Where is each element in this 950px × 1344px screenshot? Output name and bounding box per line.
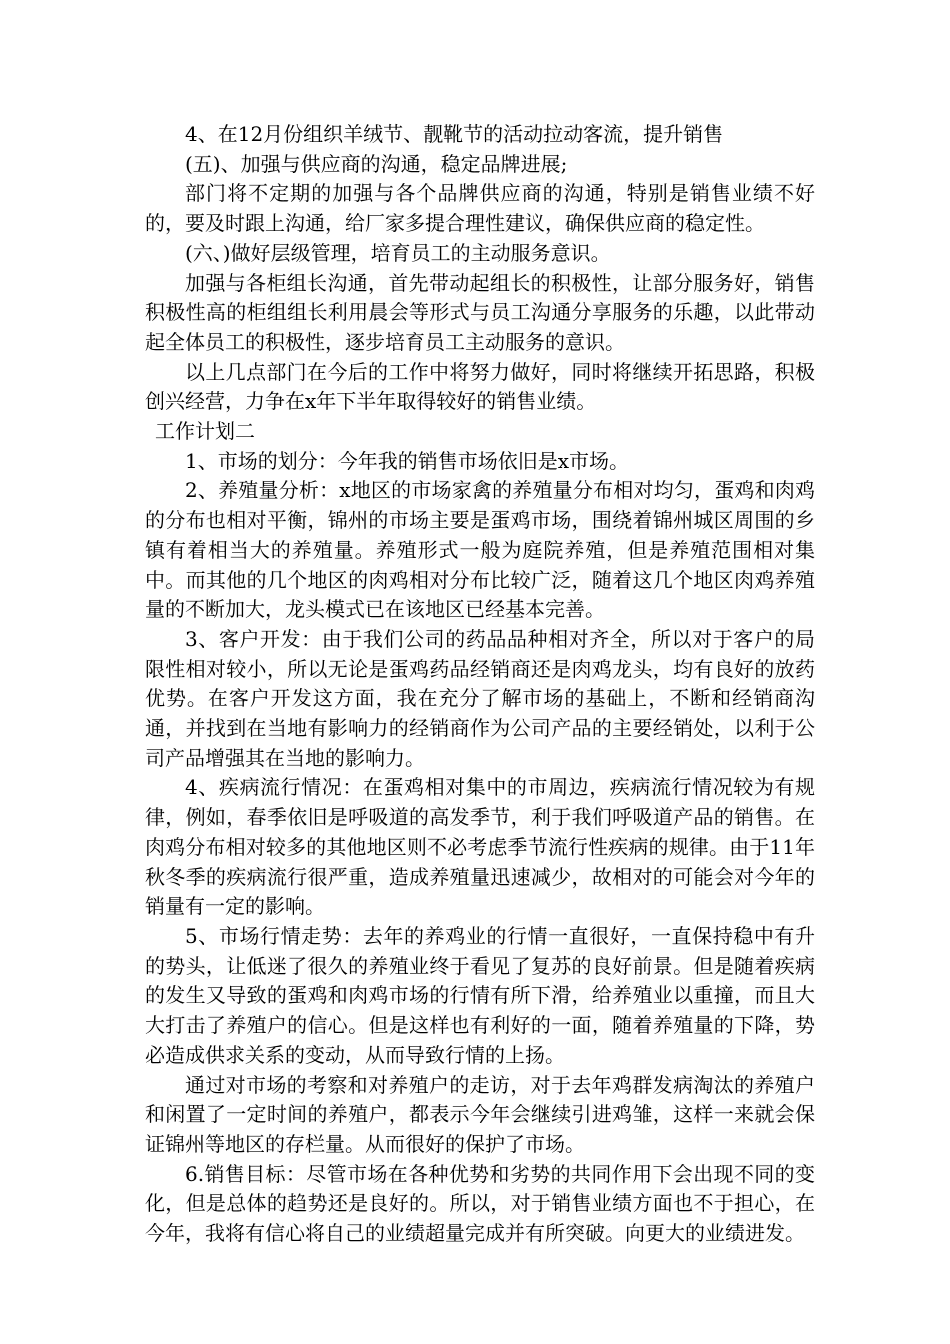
paragraph-customer-development: 3、客户开发：由于我们公司的药品品种相对齐全，所以对于客户的局限性相对较小，所以无论是蛋鸡药品经销商还是肉鸡龙头，均有良好的放药优势。在客户开发这方面，我在充分了解市场的基础上，不断和经销商沟通，并找到在当地有影响力的经销商作为公司产品的主要经销处，以利于公司产品增强其在当地的影响力。 — [145, 626, 815, 770]
section-heading-management: (六、)做好层级管理，培育员工的主动服务意识。 — [185, 240, 611, 265]
paragraph-market-survey: 通过对市场的考察和对养殖户的走访，对于去年鸡群发病淘汰的养殖户和闲置了一定时间的养殖户，都表示今年会继续引进鸡雏，这样一来就会保证锦州等地区的存栏量。从而很好的保护了市场。 — [145, 1072, 815, 1156]
paragraph-market-trends: 5、市场行情走势：去年的养鸡业的行情一直很好，一直保持稳中有升的势头，让低迷了很久的养殖业终于看见了复苏的良好前景。但是随着疾病的发生又导致的蛋鸡和肉鸡市场的行情有所下滑，给养殖业以重撞，而且大大打击了养殖户的信心。但是这样也有利好的一面，随着养殖量的下降，势必造成供求关系的变动，从而导致行情的上扬。 — [145, 923, 815, 1067]
paragraph-disease-trends: 4、疾病流行情况：在蛋鸡相对集中的市周边，疾病流行情况较为有规律，例如，春季依旧是呼吸道的高发季节，利于我们呼吸道产品的销售。在肉鸡分布相对较多的其他地区则不必考虑季节流行性疾病的规律。由于11年秋冬季的疾病流行很严重，造成养殖量迅速减少，故相对的可能会对今年的销量有一定的影响。 — [145, 775, 815, 919]
paragraph-market-division: 1、市场的划分：今年我的销售市场依旧是x市场。 — [185, 448, 630, 473]
paragraph-supplier-communication: 部门将不定期的加强与各个品牌供应商的沟通，特别是销售业绩不好的，要及时跟上沟通，给厂家多提合理性建议，确保供应商的稳定性。 — [145, 181, 815, 236]
paragraph-summary: 以上几点部门在今后的工作中将努力做好，同时将继续开拓思路，积极创兴经营，力争在x年下半年取得较好的销售业绩。 — [145, 359, 815, 414]
paragraph-breeding-analysis: 2、养殖量分析：x地区的市场家禽的养殖量分布相对均匀，蛋鸡和肉鸡的分布也相对平衡，锦州的市场主要是蛋鸡市场，围绕着锦州城区周围的乡镇有着相当大的养殖量。养殖形式一般为庭院养殖，但是养殖范围相对集中。而其他的几个地区的肉鸡相对分布比较广泛，随着这几个地区肉鸡养殖量的不断加大，龙头模式已在该地区已经基本完善。 — [145, 478, 815, 622]
paragraph-sales-target: 6.销售目标：尽管市场在各种优势和劣势的共同作用下会出现不同的变化，但是总体的趋势还是良好的。所以，对于销售业绩方面也不于担心，在今年，我将有信心将自己的业绩超量完成并有所突破。向更大的业绩进发。 — [145, 1161, 815, 1246]
plan-two-title: 工作计划二 — [155, 419, 255, 444]
section-heading-supplier: (五)、加强与供应商的沟通，稳定品牌进展; — [185, 151, 568, 176]
document-page — [145, 120, 815, 1249]
paragraph-team-leaders: 加强与各柜组长沟通，首先带动起组长的积极性，让部分服务好，销售积极性高的柜组组长利用晨会等形式与员工沟通分享服务的乐趣，以此带动起全体员工的积极性，逐步培育员工主动服务的意识。 — [145, 270, 815, 354]
paragraph-item-4-activities: 4、在12月份组织羊绒节、靓靴节的活动拉动客流，提升销售 — [185, 122, 724, 146]
